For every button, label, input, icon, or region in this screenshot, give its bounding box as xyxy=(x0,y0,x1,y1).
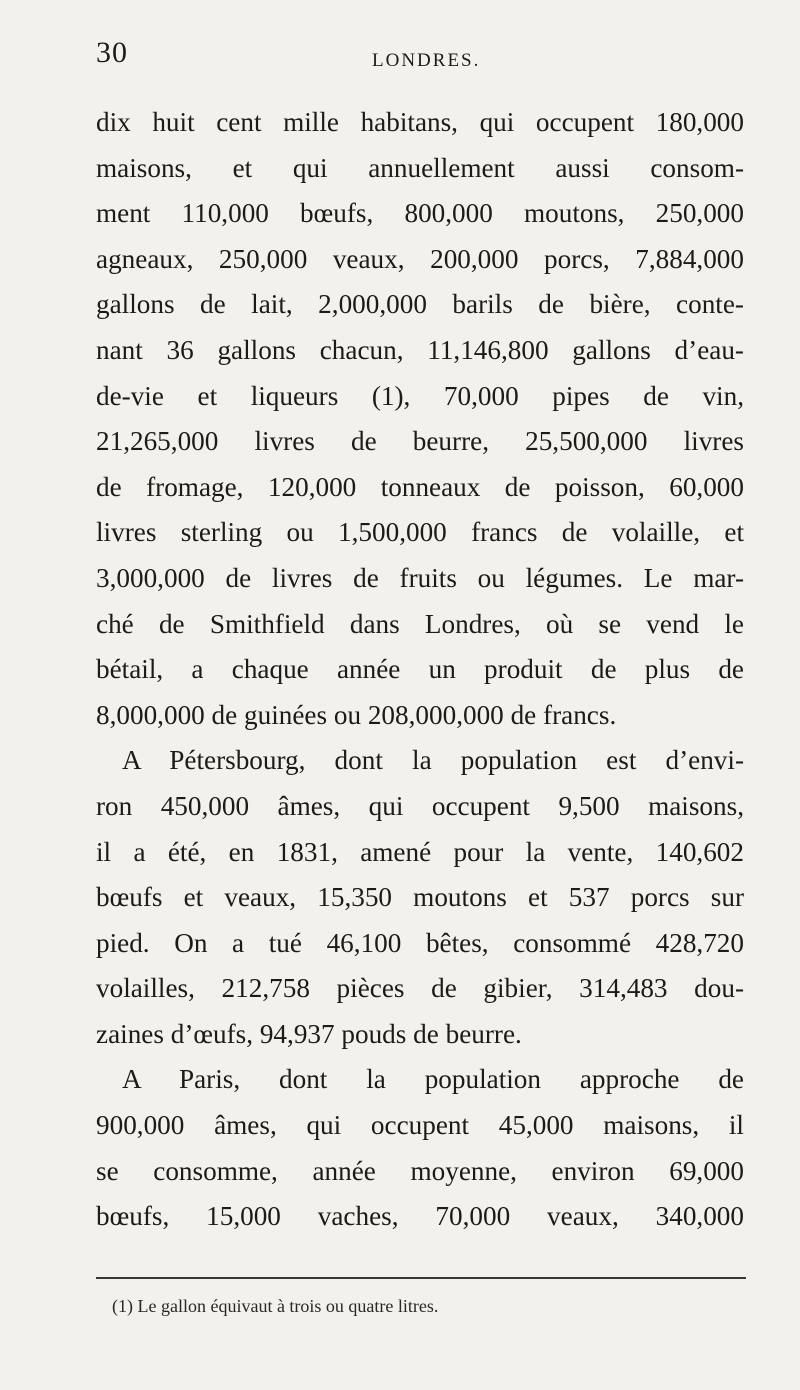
body-text xyxy=(96,100,744,1240)
text-line: 21,265,000 livres de beurre, 25,500,000 livres xyxy=(96,426,744,457)
text-line: de fromage, 120,000 tonneaux de poisson, 60,000 xyxy=(96,471,744,502)
text-line: pied. On a tué 46,100 bêtes, consommé 428,720 xyxy=(96,927,744,958)
text-line: bœufs, 15,000 vaches, 70,000 veaux, 340,000 xyxy=(96,1201,744,1232)
text-line: A Pétersbourg, dont la population est d’envi- xyxy=(122,745,744,776)
text-line: 900,000 âmes, qui occupent 45,000 maisons, il xyxy=(96,1110,744,1141)
text-line: ment 110,000 bœufs, 800,000 moutons, 250,000 xyxy=(96,198,744,229)
running-head: LONDRES. xyxy=(372,50,481,71)
text-line: livres sterling ou 1,500,000 francs de volaille, et xyxy=(96,517,744,548)
text-line: bœufs et veaux, 15,350 moutons et 537 porcs sur xyxy=(96,882,744,913)
text-line: agneaux, 250,000 veaux, 200,000 porcs, 7,884,000 xyxy=(96,243,744,274)
text-line: 8,000,000 de guinées ou 208,000,000 de francs. xyxy=(96,699,617,730)
text-line: ché de Smithfield dans Londres, où se vend le xyxy=(96,608,744,639)
text-line: volailles, 212,758 pièces de gibier, 314,483 dou- xyxy=(96,973,744,1004)
page-number: 30 xyxy=(96,36,128,69)
text-line: A Paris, dont la population approche de xyxy=(122,1064,744,1095)
text-line: maisons, et qui annuellement aussi consom- xyxy=(96,152,744,183)
text-line: dix huit cent mille habitans, qui occupent 180,000 xyxy=(96,107,744,137)
footnote-rule xyxy=(96,1277,746,1279)
footnote: (1) Le gallon équivaut à trois ou quatre litres. xyxy=(112,1296,439,1316)
text-line: de-vie et liqueurs (1), 70,000 pipes de vin, xyxy=(96,380,744,411)
text-line: nant 36 gallons chacun, 11,146,800 gallons d’eau- xyxy=(96,334,744,365)
text-line: 3,000,000 de livres de fruits ou légumes. Le mar- xyxy=(96,562,744,593)
text-line: zaines d’œufs, 94,937 pouds de beurre. xyxy=(96,1018,522,1049)
page-header xyxy=(96,36,746,86)
text-line: se consomme, année moyenne, environ 69,000 xyxy=(96,1155,744,1186)
text-line: gallons de lait, 2,000,000 barils de bière, conte- xyxy=(96,289,744,320)
text-line: bétail, a chaque année un produit de plus de xyxy=(96,654,744,685)
text-line: ron 450,000 âmes, qui occupent 9,500 maisons, xyxy=(96,790,744,821)
text-line: il a été, en 1831, amené pour la vente, 140,602 xyxy=(96,836,744,867)
